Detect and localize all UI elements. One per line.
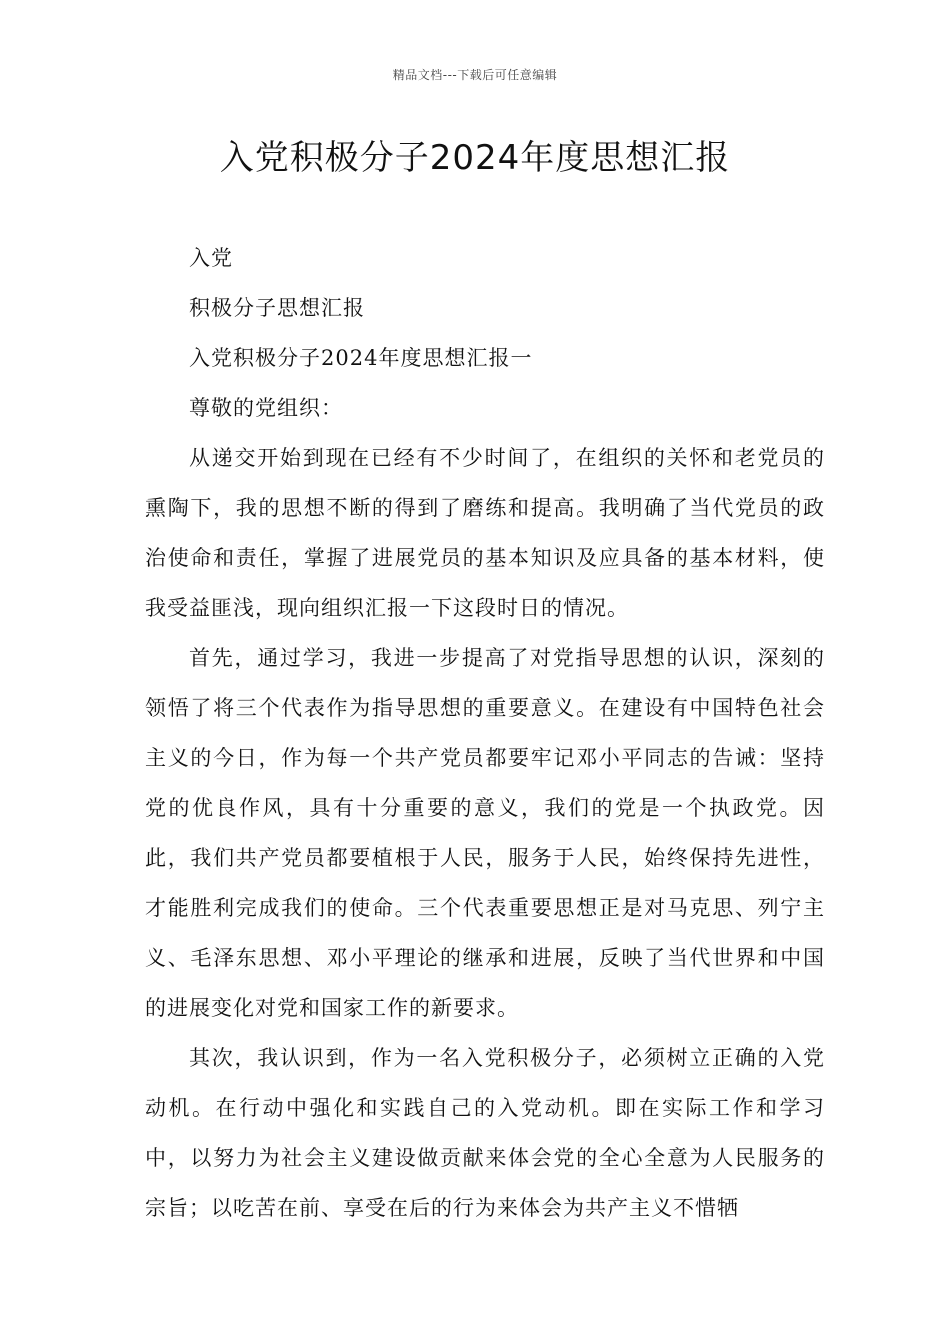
- header-note: 精品文档---下载后可任意编辑: [392, 68, 558, 82]
- salutation: 尊敬的党组织：: [189, 396, 343, 420]
- document-body: [145, 233, 825, 1233]
- intro-line: 入党: [189, 246, 233, 270]
- document-title: 入党积极分子2024年度思想汇报: [219, 138, 731, 178]
- body-paragraph: 从递交开始到现在已经有不少时间了，在组织的关怀和老党员的熏陶下，我的思想不断的得到了磨练和提高。我明确了当代党员的政治使命和责任，掌握了进展党员的基本知识及应具备的基本材料，使我受益匪浅，现向组织汇报一下这段时日的情况。: [145, 446, 825, 620]
- intro-line: 积极分子思想汇报: [189, 296, 365, 320]
- intro-line: 入党积极分子2024年度思想汇报一: [189, 346, 533, 370]
- body-paragraph: 首先，通过学习，我进一步提高了对党指导思想的认识，深刻的领悟了将三个代表作为指导思想的重要意义。在建设有中国特色社会主义的今日，作为每一个共产党员都要牢记邓小平同志的告诫：坚持党的优良作风，具有十分重要的意义，我们的党是一个执政党。因此，我们共产党员都要植根于人民，服务于人民，始终保持先进性，才能胜利完成我们的使命。三个代表重要思想正是对马克思、列宁主义、毛泽东思想、邓小平理论的继承和进展，反映了当代世界和中国的进展变化对党和国家工作的新要求。: [145, 646, 825, 1020]
- body-paragraph: 其次，我认识到，作为一名入党积极分子，必须树立正确的入党动机。在行动中强化和实践自己的入党动机。即在实际工作和学习中，以努力为社会主义建设做贡献来体会党的全心全意为人民服务的宗旨；以吃苦在前、享受在后的行为来体会为共产主义不惜牺: [145, 1046, 825, 1220]
